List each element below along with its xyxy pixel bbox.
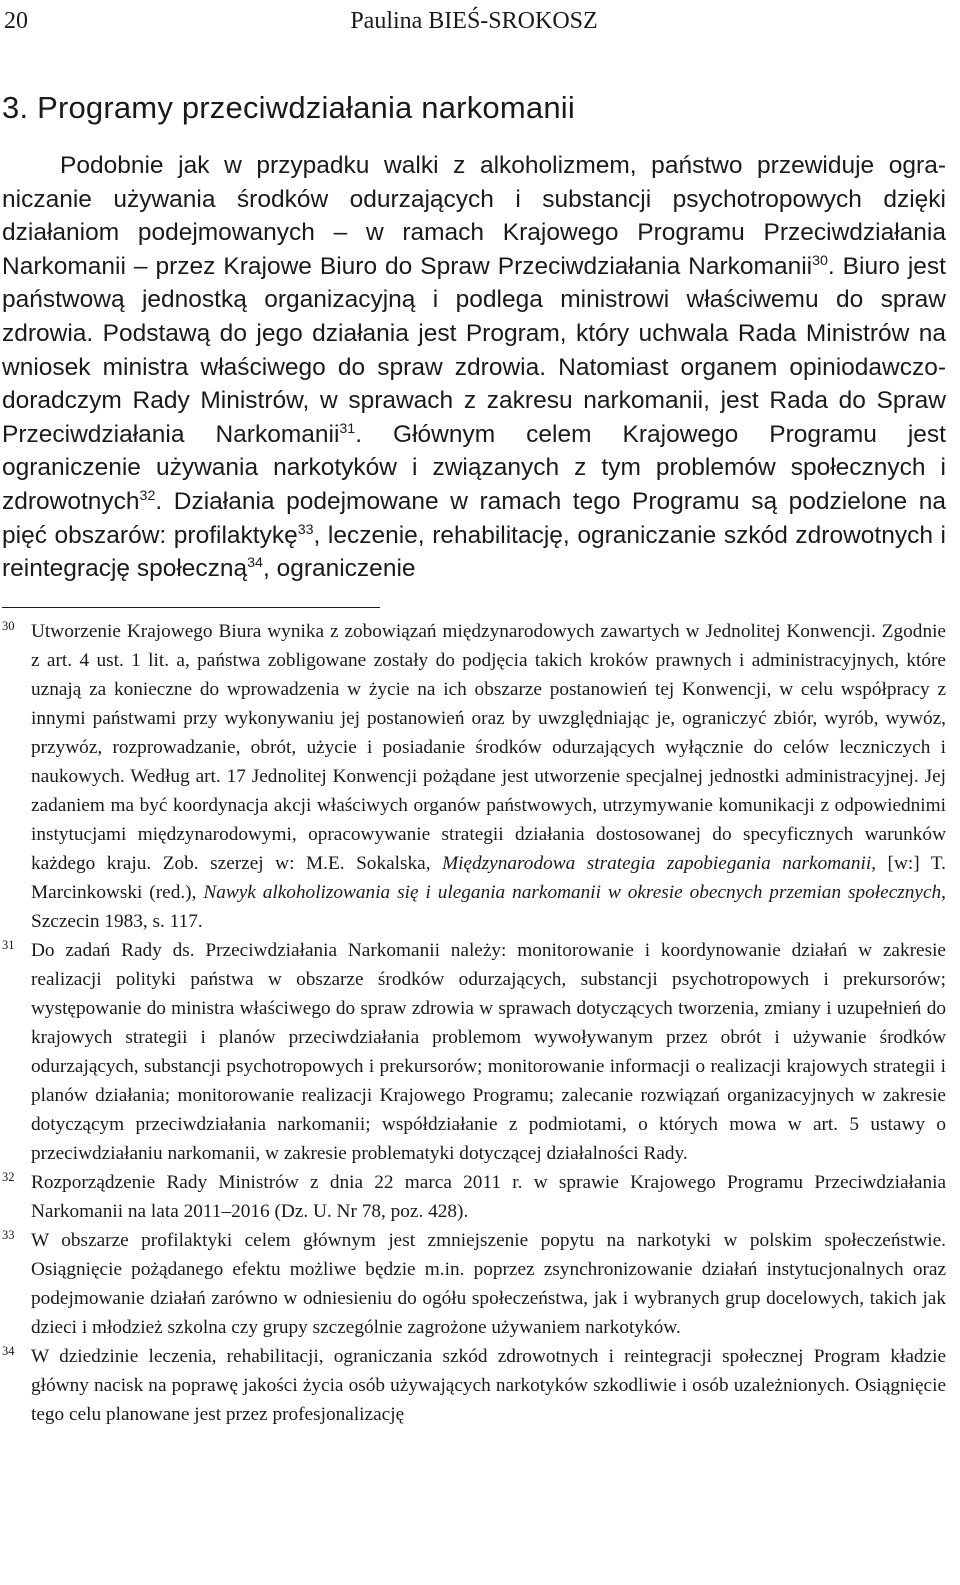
body-text-segment: , ograniczenie [262,555,416,583]
body-text-segment: . Działania podejmowane w ramach tego Programu są podzielone na pięć obszarów: profilaktykę [2,487,946,549]
footnote-number: 30 [2,619,15,633]
footnote-number: 33 [2,1228,15,1242]
footnote-title-italic: Nawyk alkoholizowania się i ulegania narkomanii w okresie obecnych przemian społecznych [203,882,942,903]
body-paragraph [2,149,946,586]
footnote [2,1342,946,1429]
footnotes-list [2,617,946,1429]
footnote-number: 31 [2,938,15,952]
footnote-text: Rozporządzenie Rady Ministrów z dnia 22 marca 2011 r. w sprawie Krajowego Programu Przeciwdziałania Narkomanii na lata 2011–2016 (Dz. U. Nr 78, poz. 428). [31,1172,946,1222]
body-text-segment: . Głównym celem Krajowego Programu jest ograniczenie używania narkotyków i związanych z tym problemów społecznych i zdrowotnych [2,420,946,515]
section-heading: 3. Programy przeciwdziałania narkomanii [2,90,575,125]
footnote-number: 32 [2,1170,15,1184]
footnote-number: 34 [2,1344,15,1358]
page-number: 20 [4,8,28,34]
footnote-text: W obszarze profilaktyki celem głównym jest zmniejszenie popytu na narkotyki w polskim społeczeństwie. Osiągnięcie pożądanego efektu możliwe będzie m.in. poprzez zsynchronizowanie działań instytucjonalnych oraz podejmowanie działań zarówno w odniesieniu do ogółu społeczeństwa, jak i wybranych grup docelowych, takich jak dzieci i młodzież szkolna czy grupy szczególnie zagrożone używaniem narkotyków. [31,1230,946,1338]
footnote [2,1168,946,1226]
footnote-reference[interactable]: 33 [297,521,314,538]
footnote-text: Do zadań Rady ds. Przeciwdziałania Narkomanii należy: monitorowanie i koordynowanie działań w zakresie realizacji polityki państwa w obszarze środków odurzających, substancji psychotropowych i prekursorów; występowanie do ministra właściwego do spraw zdrowia w sprawach dotyczących tworzenia, zmiany i uzupełnień do krajowych strategii i planów przeciwdziałania problemom wywoływanym przez obrót i używanie środków odurzających, substancji psychotropowych i prekursorów; monitorowanie informacji o realizacji krajowych strategii i planów działania; monitorowanie realizacji Krajowego Programu; zalecanie rozwiązań organizacyjnych w zakresie dotyczącym przeciwdziałania narkomanii; współdziałanie z podmiotami, o których mowa w art. 5 ustawy o przeciwdziałaniu narkomanii, w zakresie problematyki dotyczącej działalności Rady. [31,940,946,1164]
body-text-segment: , leczenie, rehabilitację, ograniczanie szkód zdrowotnych i reintegrację społeczną [2,521,946,583]
footnote-reference[interactable]: 34 [247,554,263,571]
footnote-title-italic: Międzynarodowa strategia zapobiegania narkomanii [442,853,872,874]
footnote-text: Utworzenie Krajowego Biura wynika z zobowiązań międzynarodowych zawartych w Jednolitej Konwencji. Zgodnie z art. 4 ust. 1 lit. a, państwa zobligowane zostały do podjęcia takich kroków prawnych i administracyjnych, które uznają za konieczne do wprowadzenia w życie na ich obszarze postanowień tej Konwencji, w celu współpracy z innymi państwami przy wykonywaniu jej postanowień oraz by uwzględniając je, ograniczyć zbiór, wyrób, wywóz, przywóz, rozprowadzanie, obrót, użycie i posiadanie środków odurzających wyłącznie do celów leczniczych i naukowych. Według art. 17 Jednolitej Konwencji pożądane jest utworzenie specjalnej jednostki administracyjnej. Jej zadaniem ma być koordynacja akcji właściwych organów państwowych, utrzymywanie komunikacji z odpowiednimi instytucjami międzynarodowymi, opracowywanie strategii działania dostosowanej do specyficznych warunków każdego kraju. Zob. szerzej w: M.E. Sokalska, [31,621,946,874]
running-header [2,4,946,38]
footnote [2,617,946,936]
footnote-text: , [w:] T. Marcinkowski (red.), [31,853,947,903]
body-text-segment: Podobnie jak w przypadku walki z alkoholizmem, państwo przewiduje ograniczanie używania środków odurzających i substancji psychotropowych dzięki działaniom podejmowanych – w ramach Krajowego Programu Przeciwdziałania Narkomanii – przez Krajowe Biuro do Spraw Przeciwdziałania Narkomanii [2,152,946,280]
footnote-reference[interactable]: 30 [812,252,828,269]
footnote-reference[interactable]: 31 [339,420,356,437]
running-title: Paulina BIEŚ-SROKOSZ [350,8,598,34]
footnote [2,1226,946,1342]
footnote-text: W dziedzinie leczenia, rehabilitacji, ograniczania szkód zdrowotnych i reintegracji społecznej Program kładzie główny nacisk na poprawę jakości życia osób używających narkotyków szkodliwie i osób uzależnionych. Osiągnięcie tego celu planowane jest przez profesjonalizację [31,1346,946,1425]
footnote-reference[interactable]: 32 [139,487,156,504]
footnote-text: , Szczecin 1983, s. 117. [31,882,946,932]
footnote [2,936,946,1168]
footnote-separator [2,607,380,608]
body-text-segment: . Biuro jest państwową jednostką organizacyjną i podlega ministrowi właściwemu do spraw zdrowia. Podstawą do jego działania jest Program, który uchwala Rada Ministrów na wniosek ministra właściwego do spraw zdrowia. Natomiast organem opiniodawczo-doradczym Rady Ministrów, w sprawach z zakresu narkomanii, jest Rada do Spraw Przeciwdziałania Narkomanii [2,252,946,448]
